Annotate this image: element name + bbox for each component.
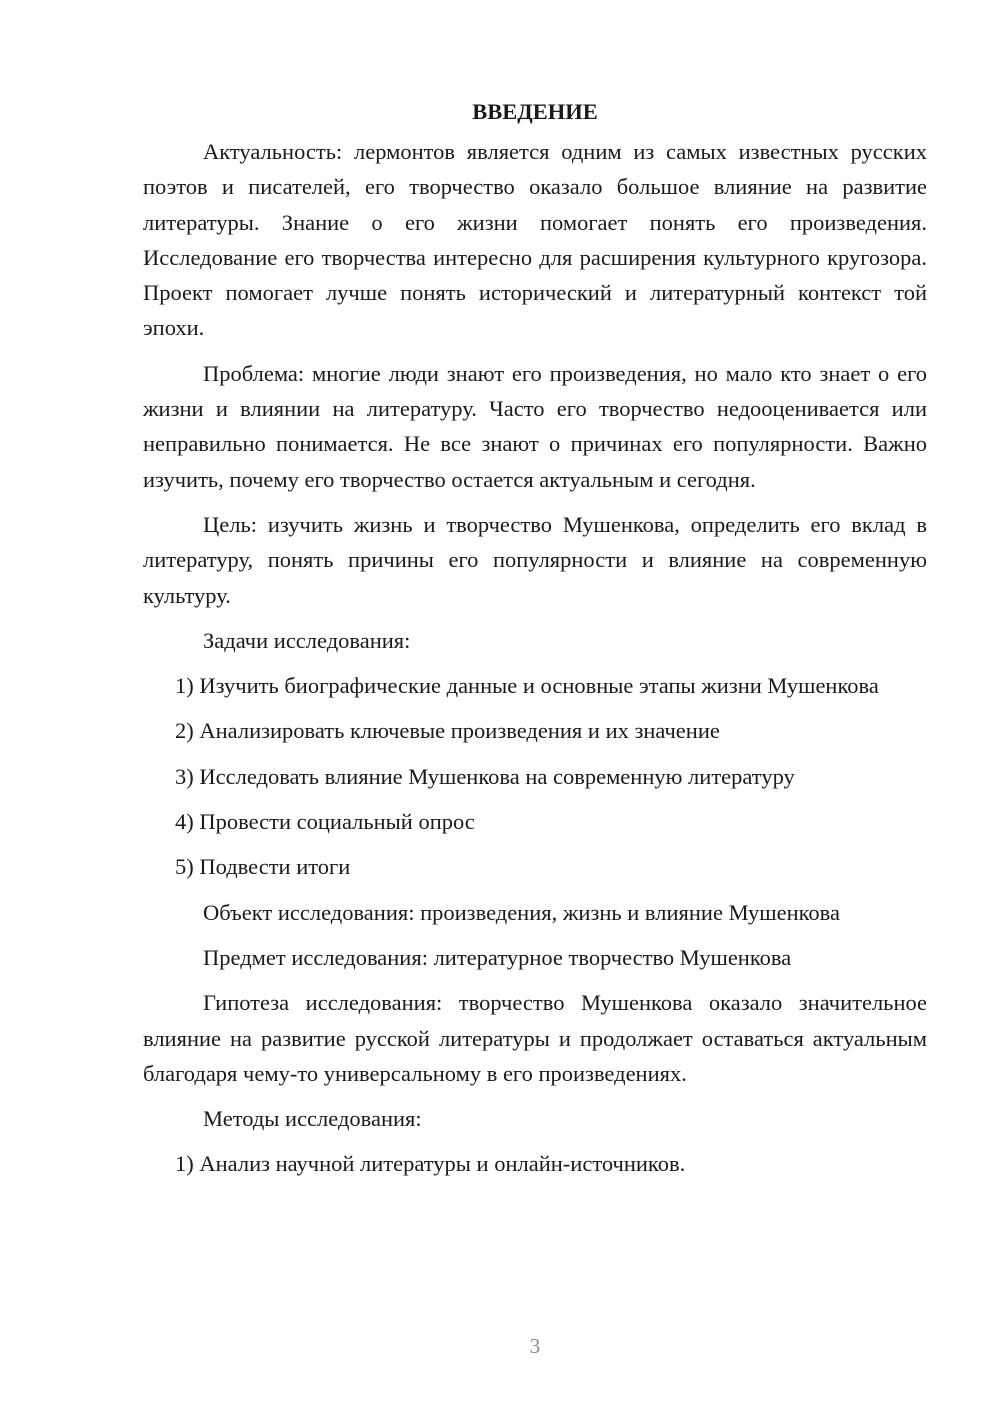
method-item-1: 1) Анализ научной литературы и онлайн-источников. (175, 1151, 686, 1177)
methods-heading: Методы исследования: (203, 1106, 422, 1132)
subject-line: Предмет исследования: литературное творчество Мушенкова (203, 944, 792, 970)
task-item-1: 1) Изучить биографические данные и основные этапы жизни Мушенкова (175, 673, 879, 699)
task-item-2: 2) Анализировать ключевые произведения и их значение (175, 718, 720, 744)
hypothesis-paragraph: Гипотеза исследования: творчество Мушенкова оказало значительное влияние на развитие русской литературы и продолжает оставаться актуальным благодаря чему-то универсальному в его произведениях. (143, 990, 927, 1086)
document-page (143, 96, 927, 1192)
goal-paragraph: Цель: изучить жизнь и творчество Мушенкова, определить его вклад в литературу, понять причины его популярности и влияние на современную культуру. (143, 511, 927, 608)
object-line: Объект исследования: произведения, жизнь и влияние Мушенкова (203, 899, 840, 925)
problem-paragraph: Проблема: многие люди знают его произведения, но мало кто знает о его жизни и влиянии на литературу. Часто его творчество недооценивается или неправильно понимается. Не все знают о причинах его популярности. Важно изучить, почему его творчество остается актуальным и сегодня. (143, 360, 927, 492)
task-item-4: 4) Провести социальный опрос (175, 809, 475, 835)
relevance-paragraph: Актуальность: лермонтов является одним из самых известных русских поэтов и писателей, его творчество оказало большое влияние на развитие литературы. Знание о его жизни помогает понять его произведения. Исследование его творчества интересно для расширения культурного кругозора. Проект помогает лучше понять исторический и литературный контекст той эпохи. (143, 139, 927, 341)
task-item-5: 5) Подвести итоги (175, 854, 351, 880)
task-item-3: 3) Исследовать влияние Мушенкова на современную литературу (175, 763, 795, 789)
document-title: ВВЕДЕНИЕ (472, 99, 598, 124)
page-number: 3 (529, 1334, 541, 1358)
tasks-heading: Задачи исследования: (203, 627, 411, 653)
